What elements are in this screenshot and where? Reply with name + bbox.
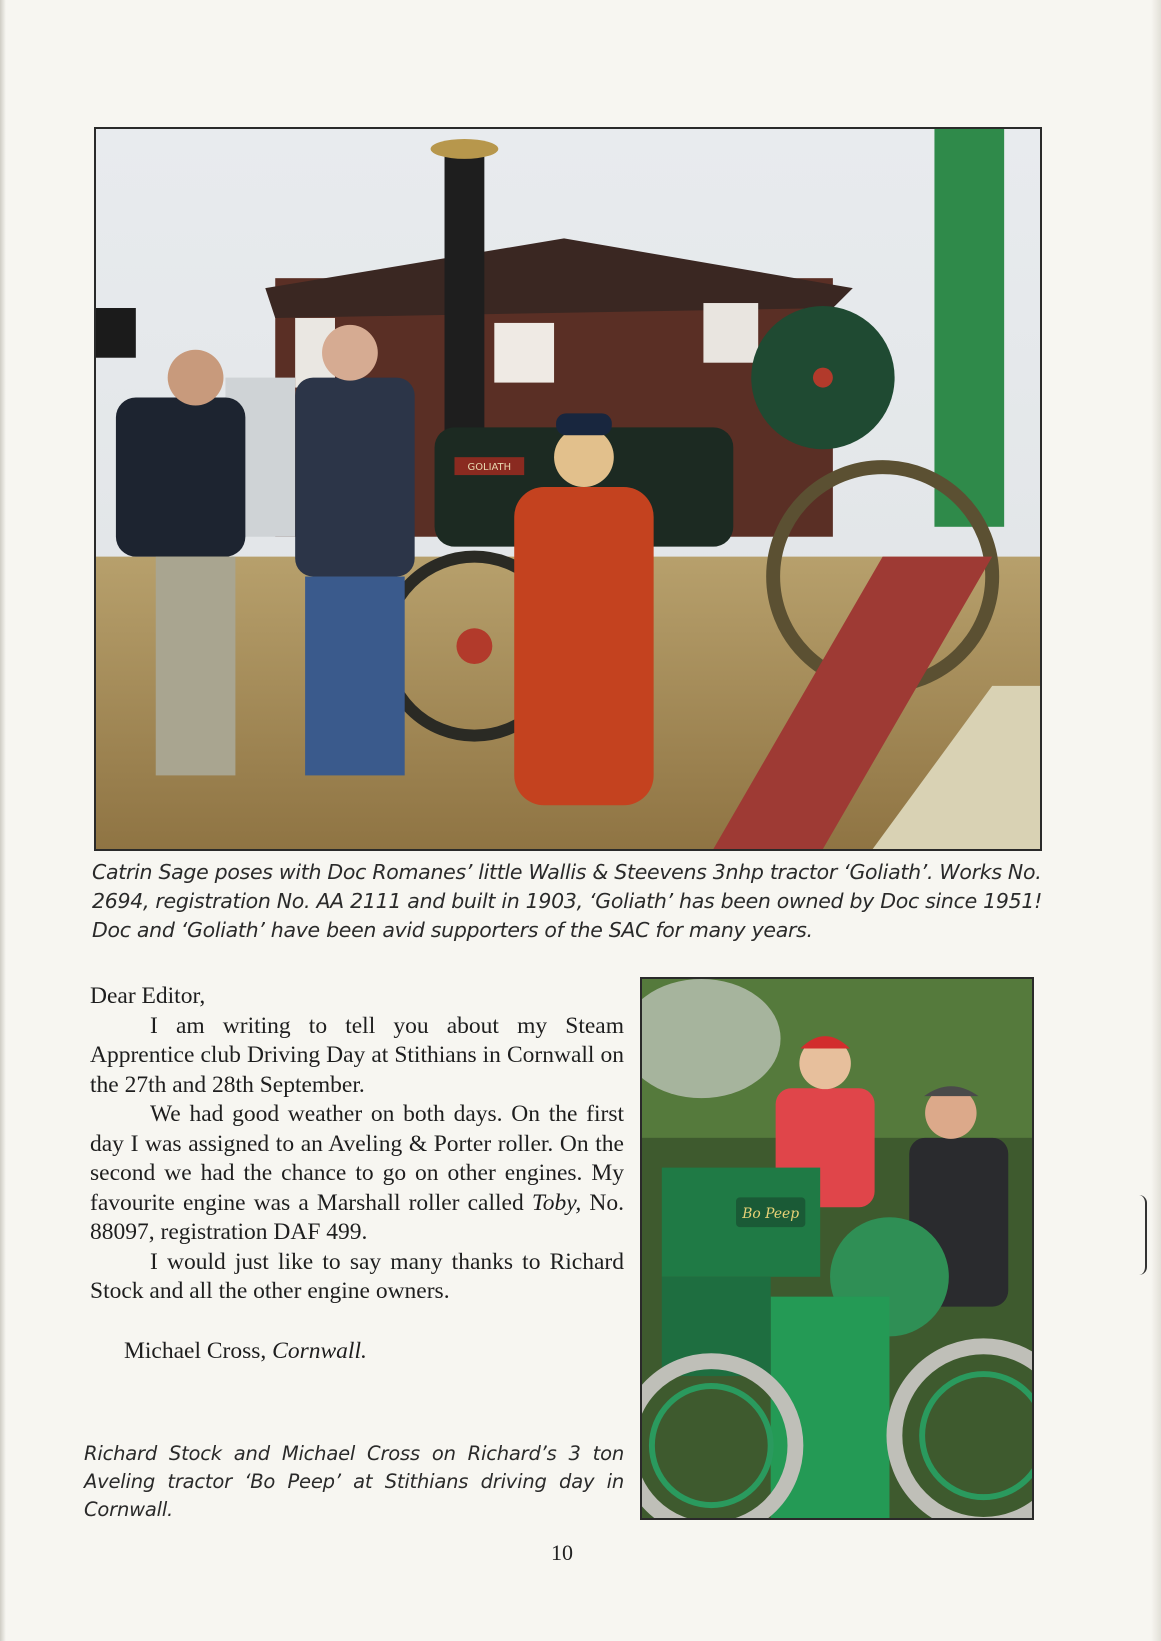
letter-paragraph [90,1100,624,1248]
letter-text: No. 88097, registration DAF 499. [90,1189,624,1245]
photo-caption: Catrin Sage poses with Doc Romanes’ little Wallis & Steevens 3nhp tractor ‘Goliath’. Works No. 2694, registration No. AA 2111 and built in 1903, ‘Goliath’ has been owned by Doc since 1951! Doc and ‘Goliath’ have been avid supporters of the SAC for many years. [92,860,1042,942]
page-number: 10 [551,1540,573,1565]
letter-signature [90,1337,624,1367]
page-edge [0,0,6,1641]
letter-salutation: Dear Editor, [90,983,206,1009]
engine-name: Toby, [531,1189,582,1216]
letter-paragraph: I am writing to tell you about my Steam Apprentice club Driving Day at Stithians in Cornwall on the 27th and 28th September. [90,1012,624,1098]
engine-nameplate: Bo Peep [742,1206,800,1223]
binding-mark [1139,1195,1147,1275]
letter-paragraph: I would just like to say many thanks to Richard Stock and all the other engine owners. [90,1248,624,1304]
photo-caption: Richard Stock and Michael Cross on Richard’s 3 ton Aveling tractor ‘Bo Peep’ at Stithians driving day in Cornwall. [84,1442,624,1521]
engine-nameplate: GOLIATH [467,462,512,474]
page-edge [1151,0,1161,1641]
letter-text: We had good weather on both days. On the first day I was assigned to an Aveling & Porter roller. On the second we had the chance to go on other engines. My favourite engine was a Marshall roller called [90,1101,624,1216]
steam-tractor-photo-icon [642,979,1032,1518]
letter-to-editor [90,982,624,1366]
photo-goliath [94,127,1042,851]
signature-place: Cornwall. [272,1337,367,1364]
photo-bo-peep [640,977,1034,1520]
steam-tractor-photo-icon [96,129,1040,849]
signature-name: Michael Cross, [124,1337,273,1364]
